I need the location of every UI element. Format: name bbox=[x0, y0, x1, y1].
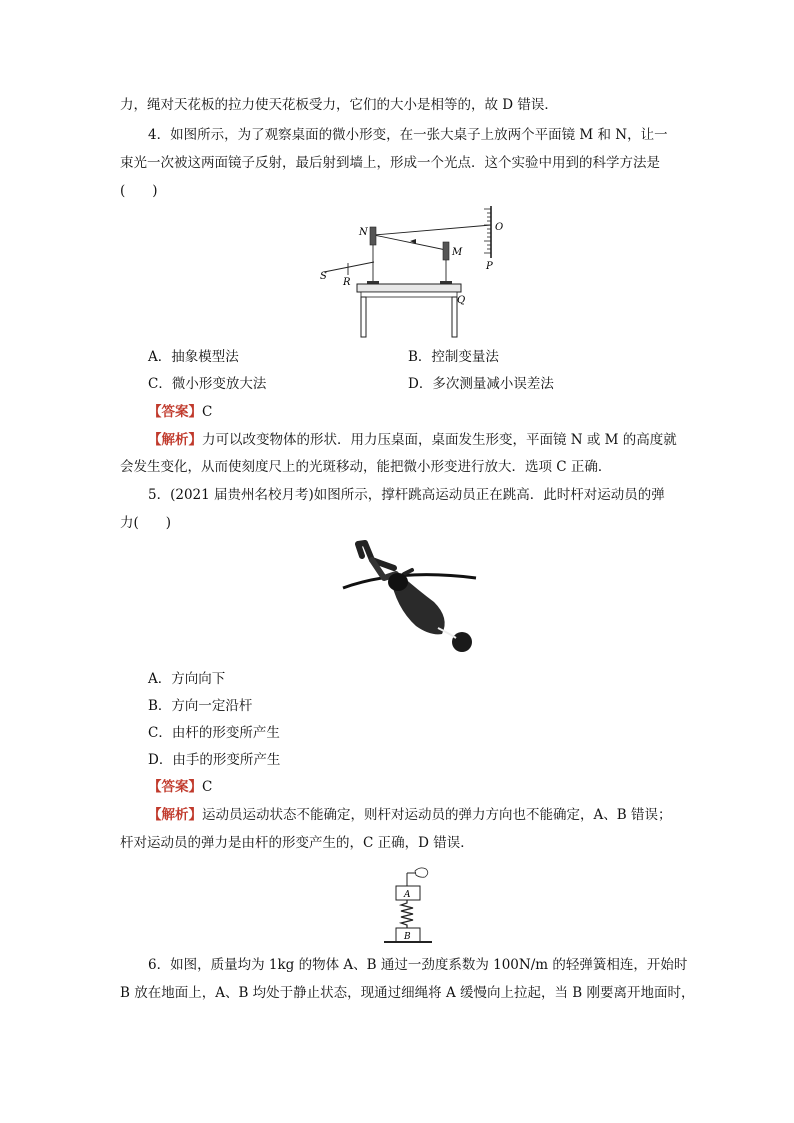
answer-line bbox=[148, 777, 212, 797]
label-a: A bbox=[404, 890, 411, 900]
answer-tag: 【答案】 bbox=[148, 779, 202, 795]
label-n: N bbox=[359, 227, 368, 238]
analysis-line bbox=[148, 805, 671, 825]
label-r: R bbox=[343, 277, 351, 288]
question-4-stem: 4．如图所示，为了观察桌面的微小形变，在一张大桌子上放两个平面镜 M 和 N，让一 bbox=[148, 127, 668, 143]
label-o: O bbox=[495, 222, 504, 233]
label-b: B bbox=[404, 932, 411, 942]
mirror-table-figure bbox=[312, 203, 508, 341]
option-b: B．方向一定沿杆 bbox=[148, 698, 253, 714]
answer-tag: 【答案】 bbox=[148, 404, 202, 420]
option-a: A．方向向下 bbox=[148, 671, 226, 687]
analysis-line bbox=[148, 430, 677, 450]
label-m: M bbox=[452, 247, 463, 258]
analysis-text: 力可以改变物体的形状．用力压桌面，桌面发生形变，平面镜 N 或 M 的高度就 bbox=[202, 432, 677, 448]
question-5-stem: 力( ) bbox=[120, 515, 172, 531]
question-6-stem: B 放在地面上，A、B 均处于静止状态，现通过细绳将 A 缓慢向上拉起，当 B 刚要离开地面时， bbox=[120, 985, 695, 1001]
label-s: S bbox=[320, 271, 327, 282]
question-6-stem: 6．如图，质量均为 1kg 的物体 A、B 通过一劲度系数为 100N/m 的轻弹簧相连，开始时 bbox=[148, 957, 688, 973]
option-d: D．由手的形变所产生 bbox=[148, 752, 281, 768]
option-c: C．由杆的形变所产生 bbox=[148, 725, 280, 741]
analysis-text: 杆对运动员的弹力是由杆的形变产生的，C 正确，D 错误． bbox=[120, 835, 474, 851]
answer-value: C bbox=[202, 404, 213, 420]
option-b: B．控制变量法 bbox=[408, 349, 499, 365]
question-5-stem: 5．(2021 届贵州名校月考)如图所示，撑杆跳高运动员正在跳高．此时杆对运动员的弹 bbox=[148, 487, 665, 503]
label-p: P bbox=[486, 261, 493, 272]
text-line: 力，绳对天花板的拉力使天花板受力，它们的大小是相等的，故 D 错误． bbox=[120, 97, 558, 113]
question-4-blank: ( ) bbox=[120, 183, 158, 199]
analysis-text: 运动员运动状态不能确定，则杆对运动员的弹力方向也不能确定，A、B 错误； bbox=[202, 807, 672, 823]
analysis-text: 会发生变化，从而使刻度尺上的光斑移动，能把微小形变进行放大．选项 C 正确． bbox=[120, 459, 612, 475]
spring-blocks-figure bbox=[378, 865, 438, 945]
option-a: A．抽象模型法 bbox=[148, 349, 239, 365]
question-4-stem: 束光一次被这两面镜子反射，最后射到墙上，形成一个光点．这个实验中用到的科学方法是 bbox=[120, 155, 660, 171]
analysis-tag: 【解析】 bbox=[148, 432, 202, 448]
analysis-tag: 【解析】 bbox=[148, 807, 202, 823]
option-d: D．多次测量减小误差法 bbox=[408, 376, 554, 392]
answer-line bbox=[148, 402, 212, 422]
answer-value: C bbox=[202, 779, 213, 795]
label-q: Q bbox=[457, 295, 466, 306]
pole-vault-figure bbox=[338, 538, 478, 664]
option-c: C．微小形变放大法 bbox=[148, 376, 267, 392]
